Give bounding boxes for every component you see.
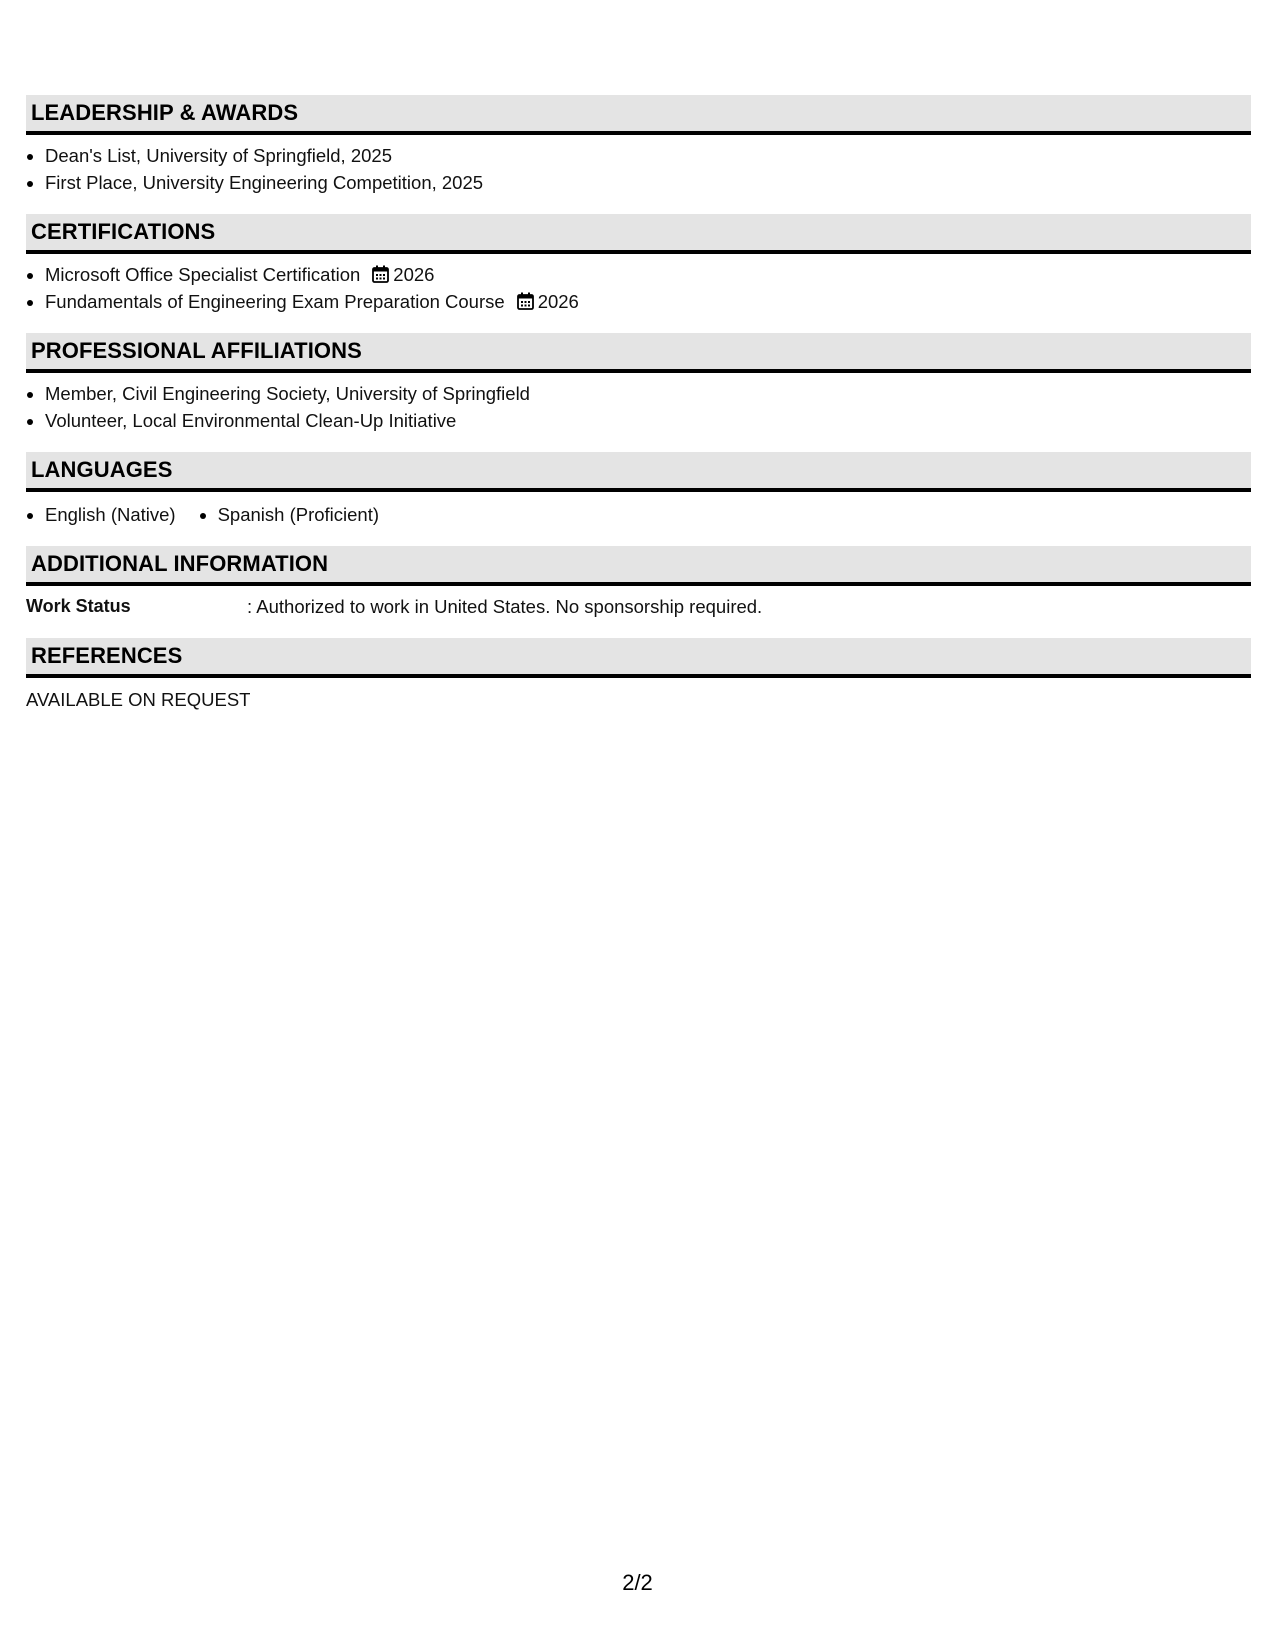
additional-information-section (26, 546, 1251, 620)
list-item (26, 288, 1251, 315)
section-heading-additional: ADDITIONAL INFORMATION (26, 546, 1251, 586)
section-heading-certifications: CERTIFICATIONS (26, 214, 1251, 254)
affiliations-section (26, 333, 1251, 434)
work-status-row (26, 586, 1251, 620)
section-heading-affiliations: PROFESSIONAL AFFILIATIONS (26, 333, 1251, 373)
certification-year: 2026 (537, 291, 579, 312)
list-item: Member, Civil Engineering Society, University of Springfield (26, 380, 1251, 407)
list-item: First Place, University Engineering Competition, 2025 (26, 169, 1251, 196)
list-item: English (Native) (26, 501, 176, 528)
leadership-list (26, 135, 1251, 196)
leadership-awards-section (26, 95, 1251, 196)
certification-name: Fundamentals of Engineering Exam Preparation Course (45, 291, 505, 312)
section-heading-languages: LANGUAGES (26, 452, 1251, 492)
section-heading-leadership: LEADERSHIP & AWARDS (26, 95, 1251, 135)
section-heading-references: REFERENCES (26, 638, 1251, 678)
languages-section (26, 452, 1251, 528)
resume-page-2 (26, 95, 1251, 731)
list-item: Dean's List, University of Springfield, 2025 (26, 142, 1251, 169)
references-text: AVAILABLE ON REQUEST (26, 689, 251, 710)
certifications-section (26, 214, 1251, 315)
languages-list (26, 492, 1251, 528)
work-status-label: Work Status (26, 596, 131, 616)
affiliations-list (26, 373, 1251, 434)
calendar-icon (372, 265, 389, 283)
page-number: 2/2 (622, 1570, 653, 1595)
list-item: Spanish (Proficient) (199, 501, 379, 528)
list-item: Volunteer, Local Environmental Clean-Up Initiative (26, 407, 1251, 434)
calendar-icon (517, 292, 534, 310)
certification-name: Microsoft Office Specialist Certification (45, 264, 361, 285)
references-section (26, 638, 1251, 713)
work-status-value: : Authorized to work in United States. No sponsorship required. (247, 596, 763, 617)
list-item (26, 261, 1251, 288)
certifications-list (26, 254, 1251, 315)
certification-year: 2026 (393, 264, 435, 285)
